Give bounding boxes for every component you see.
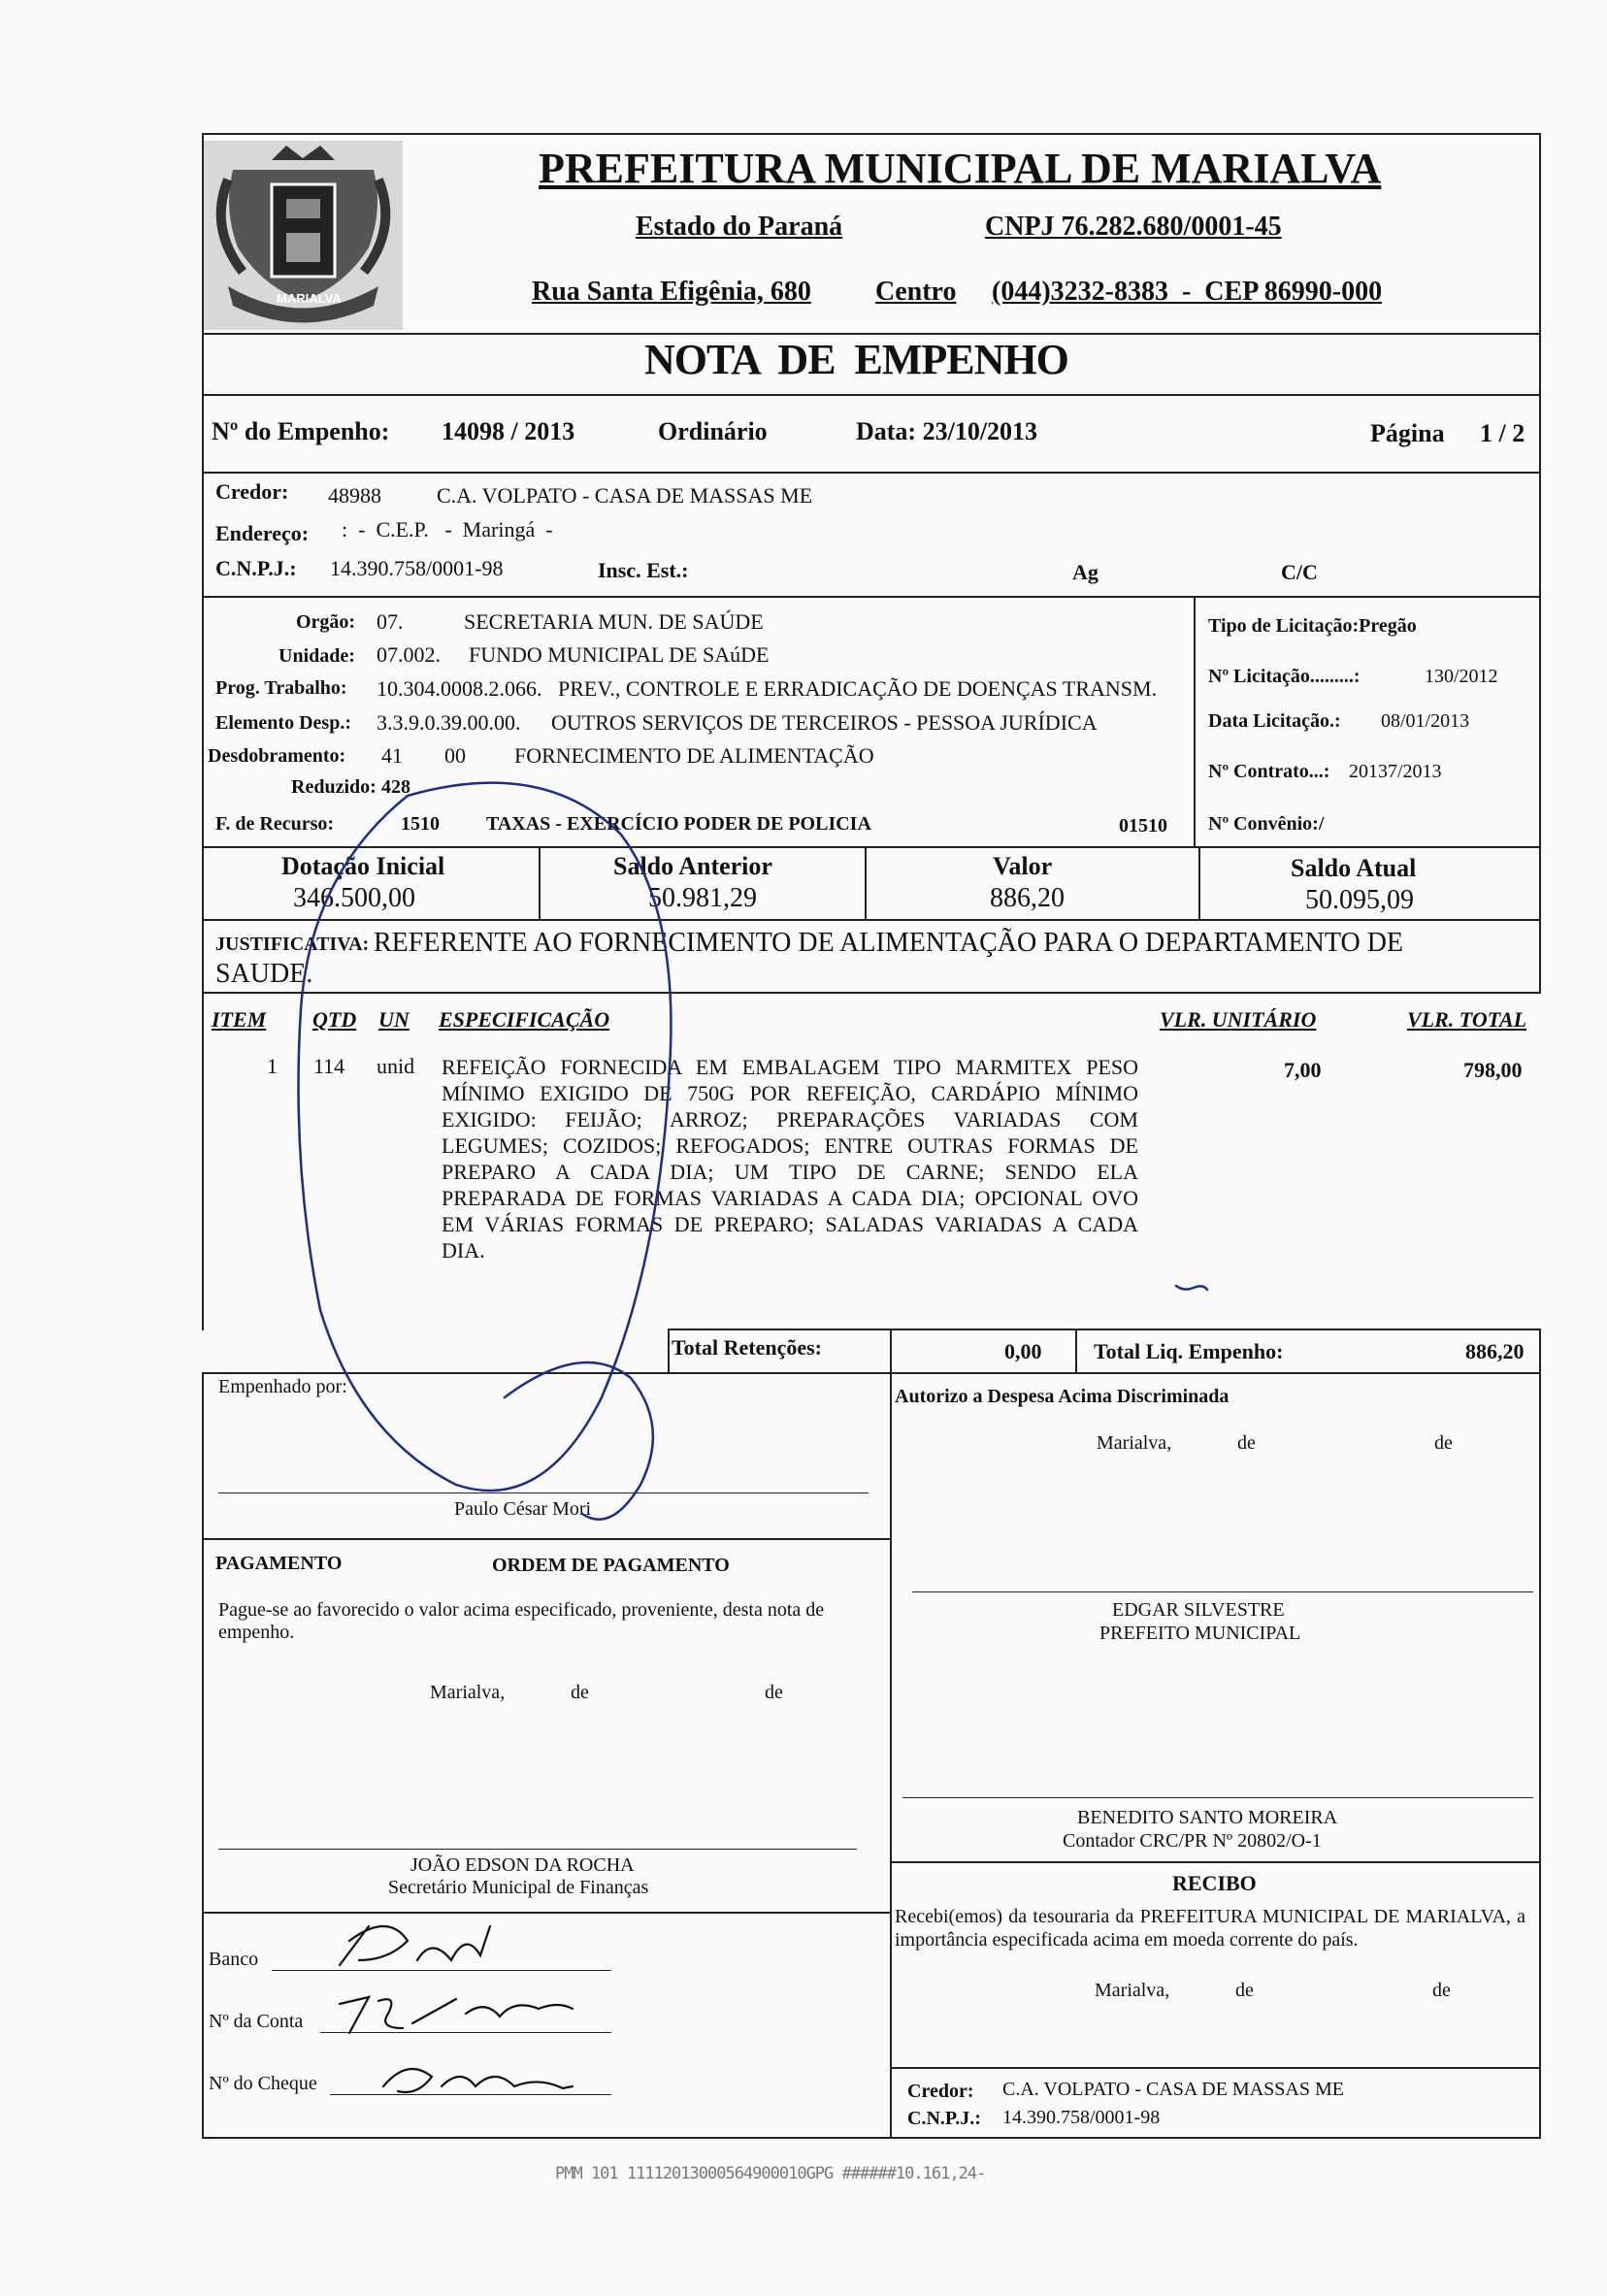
cnpj-value: 14.390.758/0001-98	[330, 556, 504, 580]
dotacao-value: 346.500,00	[293, 883, 415, 913]
cheque-label: Nº do Cheque	[209, 2073, 317, 2094]
pagamento-text: Pague-se ao favorecido o valor acima especificado, proveniente, desta nota de empenho.	[218, 1599, 825, 1643]
spec-line: LEGUMES; COZIDOS; REFOGADOS; ENTRE OUTRAS FORMAS DE	[442, 1133, 1138, 1158]
recibo-cnpj-label: C.N.P.J.:	[907, 2108, 981, 2129]
col-un-header: UN	[378, 1007, 410, 1032]
orgao-label: Orgão:	[296, 611, 356, 633]
saldo-atual-label: Saldo Atual	[1291, 854, 1417, 882]
spec-line: REFEIÇÃO FORNECIDA EM EMBALAGEM TIPO MARMITEX PESO	[442, 1055, 1138, 1079]
recibo-credor-label: Credor:	[907, 2081, 974, 2102]
pagamento-place: Marialva,	[430, 1682, 506, 1703]
conta-handwriting	[340, 1997, 573, 2033]
state-name: Estado do Paraná	[636, 212, 843, 242]
header-phone-cep: (044)3232-8383 - CEP 86990-000	[992, 277, 1383, 307]
banco-handwriting	[340, 1926, 490, 1965]
justificativa-label: JUSTIFICATIVA:	[215, 934, 370, 955]
autorizo-de2: de	[1434, 1432, 1453, 1454]
spec-line: PREPARO A CADA DIA; UM TIPO DE CARNE; SENDO ELA	[442, 1160, 1138, 1184]
header-street: Rua Santa Efigênia, 680	[532, 277, 811, 307]
row-total-value: 798,00	[1463, 1058, 1523, 1082]
banco-label: Banco	[209, 1949, 259, 1970]
elemento-label: Elemento Desp.:	[215, 712, 351, 734]
spec-line: EXIGIDO: FEIJÃO; ARROZ; PREPARAÇÕES VARIADAS COM	[442, 1107, 1138, 1132]
autorizo-label: Autorizo a Despesa Acima Discriminada	[895, 1386, 1230, 1407]
licitacao-date-label: Data Licitação.:	[1208, 710, 1341, 732]
unidade-code: 07.002.	[377, 642, 441, 667]
desdobramento-a: 41	[381, 743, 403, 768]
cnpj-label: C.N.P.J.:	[215, 556, 297, 580]
orgao-name: SECRETARIA MUN. DE SAÚDE	[464, 609, 764, 634]
credor-name: C.A. VOLPATO - CASA DE MASSAS ME	[437, 483, 813, 508]
contrato-label: Nº Contrato...:	[1208, 761, 1330, 782]
contador-role: Contador CRC/PR Nº 20802/O-1	[1063, 1830, 1322, 1852]
spec-line: PREPARADA DE FORMAS VARIADAS A CADA DIA; OPCIONAL OVO	[442, 1186, 1138, 1210]
recibo-cnpj-value: 14.390.758/0001-98	[1002, 2107, 1161, 2128]
unidade-label: Unidade:	[279, 645, 355, 667]
recurso-code: 1510	[401, 813, 440, 835]
recibo-de1: de	[1235, 1980, 1254, 2001]
crest-text: MARIALVA	[277, 291, 342, 306]
spec-line: EM VÁRIAS FORMAS DE PREPARO; SALADAS VARIADAS A CADA	[442, 1212, 1138, 1236]
tipo-licitacao: Tipo de Licitação:Pregão	[1208, 615, 1417, 637]
valor-value: 886,20	[990, 883, 1065, 913]
pagamento-de1: de	[571, 1682, 589, 1703]
col-item-header: ITEM	[212, 1007, 267, 1032]
autorizo-de1: de	[1237, 1432, 1256, 1454]
unidade-name: FUNDO MUNICIPAL DE SAúDE	[469, 642, 770, 667]
recibo-de2: de	[1432, 1980, 1451, 2001]
convenio: Nº Convênio:/	[1208, 813, 1325, 835]
recibo-title: RECIBO	[1172, 1871, 1257, 1895]
prog-name: PREV., CONTROLE E ERRADICAÇÃO DE DOENÇAS TRANSM.	[558, 676, 1158, 701]
reduzido-label: Reduzido:	[291, 776, 377, 798]
recibo-text: Recebi(emos) da tesouraria da PREFEITURA MUNICIPAL DE MARIALVA, a importância especificada acima em moeda corrente do país.	[895, 1906, 1525, 1951]
ordem-pagamento-label: ORDEM DE PAGAMENTO	[492, 1555, 730, 1576]
liquido-value: 886,20	[1465, 1339, 1525, 1363]
empenho-type: Ordinário	[658, 417, 768, 445]
desdobramento-b: 00	[444, 743, 466, 768]
justificativa-line1: REFERENTE AO FORNECIMENTO DE ALIMENTAÇÃO PARA O DEPARTAMENTO DE	[374, 928, 1404, 958]
reduzido-code: 428	[381, 776, 410, 798]
col-unit-header: VLR. UNITÁRIO	[1160, 1007, 1317, 1032]
recurso-label: F. de Recurso:	[215, 813, 335, 835]
pagamento-label: PAGAMENTO	[215, 1553, 343, 1574]
desdobramento-label: Desdobramento:	[208, 745, 346, 767]
desdobramento-name: FORNECIMENTO DE ALIMENTAÇÃO	[514, 743, 874, 768]
prefeito-role: PREFEITO MUNICIPAL	[1099, 1623, 1301, 1644]
cheque-handwriting	[383, 2069, 573, 2092]
justificativa-line2: SAUDE.	[215, 959, 313, 989]
page-title: PREFEITURA MUNICIPAL DE MARIALVA	[539, 145, 1382, 192]
recibo-place: Marialva,	[1095, 1980, 1170, 2001]
row-un: unid	[377, 1054, 415, 1078]
ag-label: Ag	[1072, 560, 1099, 584]
elemento-name: OUTROS SERVIÇOS DE TERCEIROS - PESSOA JURÍDICA	[551, 710, 1098, 735]
contador-name: BENEDITO SANTO MOREIRA	[1077, 1807, 1338, 1828]
secretario-role: Secretário Municipal de Finanças	[388, 1877, 649, 1898]
row-unit-value: 7,00	[1284, 1058, 1322, 1082]
pagamento-de2: de	[765, 1682, 783, 1703]
secretario-name: JOÃO EDSON DA ROCHA	[410, 1854, 635, 1876]
contrato-number: 20137/2013	[1349, 761, 1442, 782]
retencoes-label: Total Retenções:	[672, 1335, 822, 1360]
prog-label: Prog. Trabalho:	[215, 677, 347, 699]
valor-label: Valor	[993, 852, 1053, 880]
elemento-code: 3.3.9.0.39.00.00.	[377, 710, 521, 735]
licitacao-number-label: Nº Licitação.........:	[1208, 666, 1361, 687]
licitacao-date: 08/01/2013	[1381, 710, 1470, 732]
autorizo-place: Marialva,	[1097, 1432, 1172, 1454]
ink-tick-stroke	[1176, 1286, 1207, 1290]
ink-oval-stroke	[299, 783, 672, 1491]
insc-label: Insc. Est.:	[598, 558, 689, 582]
empenho-number: 14098 / 2013	[442, 417, 575, 445]
saldo-anterior-value: 50.981,29	[648, 883, 757, 913]
endereco-value: : - C.E.P. - Maringá -	[342, 517, 553, 541]
credor-label: Credor:	[215, 479, 289, 504]
dotacao-label: Dotação Inicial	[281, 852, 445, 880]
machine-stamp: PMM 101 11112013000564900010GPG ######10.161,24-	[555, 2164, 986, 2183]
saldo-anterior-label: Saldo Anterior	[613, 852, 772, 880]
spec-line-last: DIA.	[442, 1238, 485, 1263]
retencoes-value: 0,00	[1004, 1339, 1042, 1363]
header-cnpj: CNPJ 76.282.680/0001-45	[985, 212, 1282, 242]
saldo-atual-value: 50.095,09	[1305, 885, 1414, 915]
row-item: 1	[267, 1054, 278, 1078]
empenhado-label: Empenhado por:	[218, 1376, 347, 1397]
recibo-credor-value: C.A. VOLPATO - CASA DE MASSAS ME	[1002, 2079, 1344, 2100]
empenho-label: Nº do Empenho:	[212, 417, 390, 445]
recurso-code2: 01510	[1119, 815, 1167, 836]
empenhado-name: Paulo César Mori	[454, 1498, 592, 1520]
recurso-name: TAXAS - EXERCÍCIO PODER DE POLICIA	[486, 813, 871, 835]
spec-line: MÍNIMO EXIGIDO DE 750G POR REFEIÇÃO, CARDÁPIO MÍNIMO	[442, 1081, 1138, 1105]
empenho-date: Data: 23/10/2013	[856, 417, 1038, 445]
licitacao-number: 130/2012	[1425, 666, 1498, 687]
credor-code: 48988	[328, 483, 381, 508]
prefeito-name: EDGAR SILVESTRE	[1112, 1599, 1285, 1621]
conta-label: Nº da Conta	[209, 2011, 304, 2032]
prog-code: 10.304.0008.2.066.	[377, 676, 542, 701]
col-spec-header: ESPECIFICAÇÃO	[439, 1007, 610, 1032]
col-qtd-header: QTD	[312, 1007, 357, 1032]
col-total-header: VLR. TOTAL	[1407, 1007, 1527, 1032]
doc-title: NOTA DE EMPENHO	[644, 336, 1068, 383]
row-qtd: 114	[313, 1054, 345, 1078]
endereco-label: Endereço:	[215, 521, 310, 545]
ink-curl-stroke	[505, 1362, 653, 1520]
liquido-label: Total Liq. Empenho:	[1094, 1339, 1284, 1363]
header-district: Centro	[875, 277, 957, 307]
orgao-code: 07.	[377, 609, 404, 634]
page-label: Página	[1370, 419, 1445, 447]
page-number: 1 / 2	[1480, 419, 1525, 447]
cc-label: C/C	[1281, 560, 1318, 584]
